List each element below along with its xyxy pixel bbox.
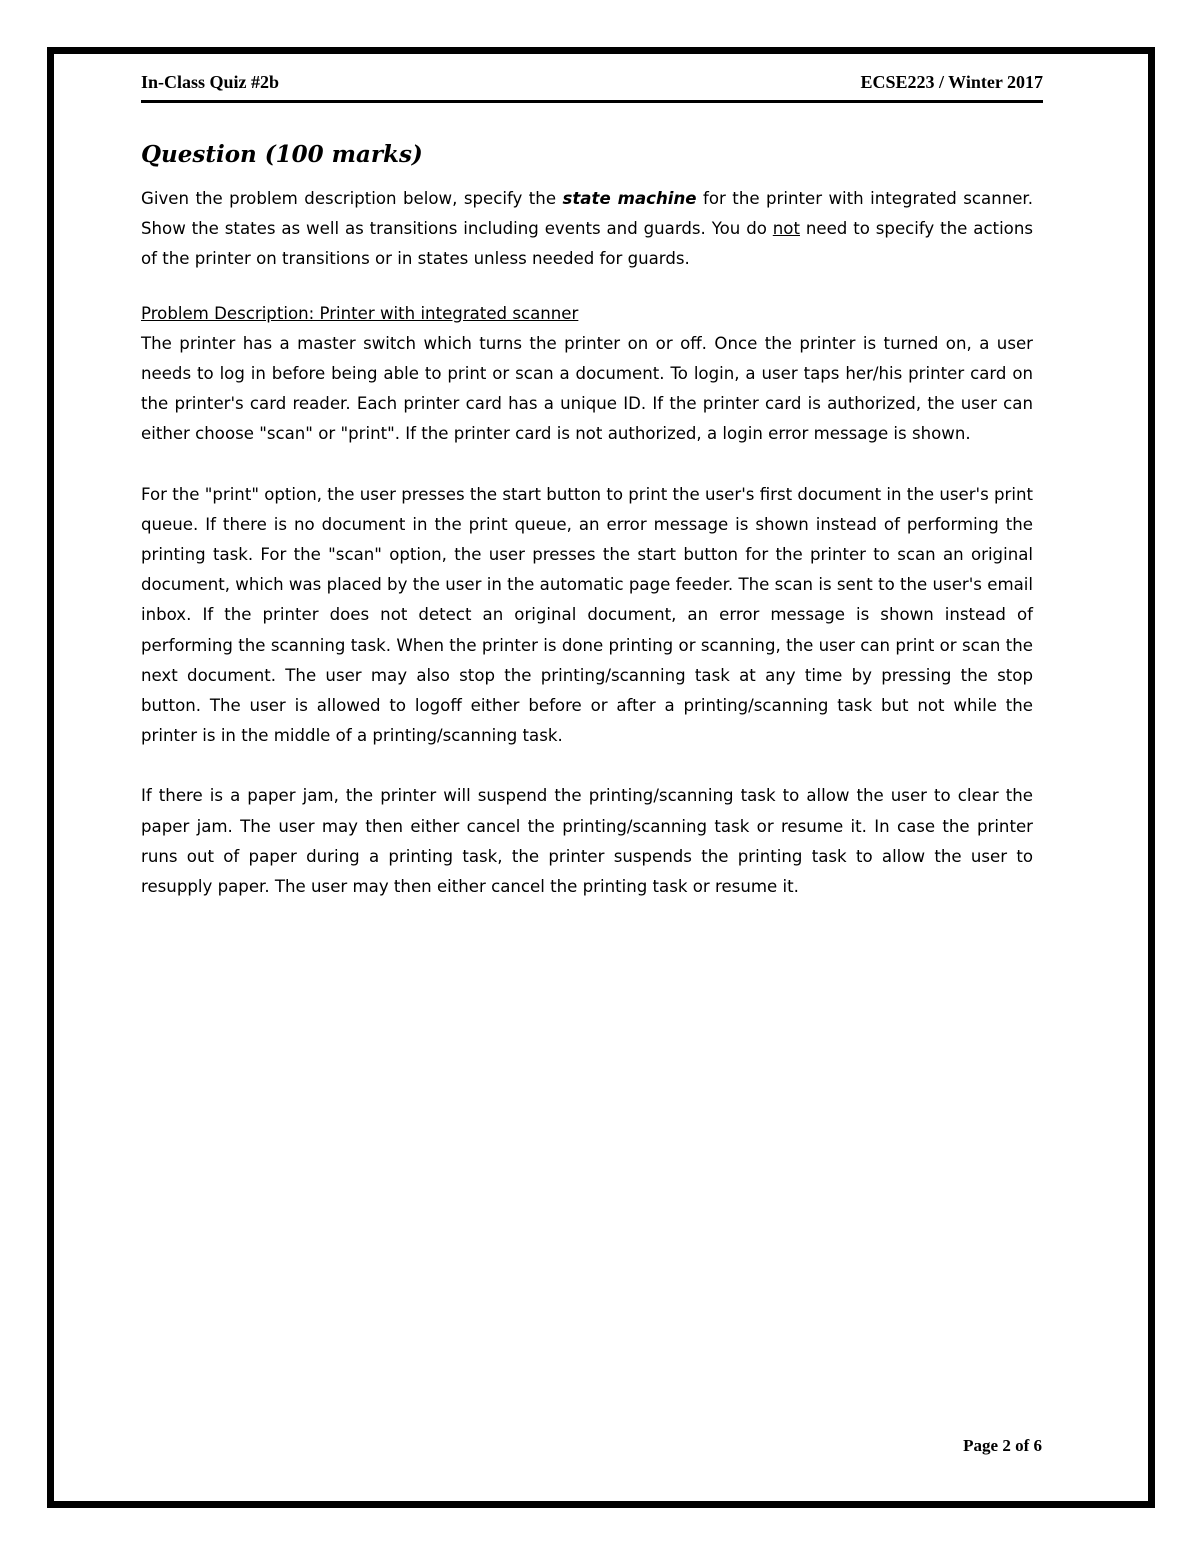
problem-paragraph: The printer has a master switch which turns the printer on or off. Once the printer is turned on, a user needs to log in before being able to print or scan a document. To login, a user taps her/his printer card on the printer's card reader. Each printer card has a unique ID. If the printer card is authorized, the user can either choose "scan" or "print". If the printer card is not authorized, a login error message is shown. [141, 333, 1033, 444]
spacer [141, 751, 1033, 781]
spacer [141, 275, 1033, 299]
question-body [141, 184, 1033, 902]
question-title: Question (100 marks) [141, 141, 423, 168]
question-intro [141, 184, 1033, 275]
intro-underlined: not [772, 219, 800, 239]
header-course-quiz: In-Class Quiz #2b [141, 72, 280, 92]
page-number: Page 2 of 6 [963, 1436, 1042, 1455]
problem-heading-text: Problem Description: Printer with integrated scanner [141, 303, 579, 323]
problem-heading [141, 299, 1033, 329]
problem-paragraph: If there is a paper jam, the printer will suspend the printing/scanning task to allow the user to clear the paper jam. The user may then either cancel the printing/scanning task or resume it. In case the printer runs out of paper during a printing task, the printer suspends the printing task to allow the user to resupply paper. The user may then either cancel the printing task or resume it. [141, 786, 1033, 897]
intro-text-3: need to specify the actions of the printer on transitions or in states unless needed for guards. [141, 219, 1033, 269]
intro-text-2: for the printer with integrated scanner. Show the states as well as transitions including events and guards. You do [141, 189, 1033, 239]
page-header [141, 72, 1043, 103]
intro-emphasis: state machine [562, 189, 697, 208]
intro-text-1: Given the problem description below, specify the [141, 189, 563, 208]
problem-paragraph: For the "print" option, the user presses the start button to print the user's first document in the user's print queue. If there is no document in the print queue, an error message is shown instead of performing the printing task. For the "scan" option, the user presses the start button for the printer to scan an original document, which was placed by the user in the automatic page feeder. The scan is sent to the user's email inbox. If the printer does not detect an original document, an error message is shown instead of performing the scanning task. When the printer is done printing or scanning, the user can print or scan the next document. The user may also stop the printing/scanning task at any time by pressing the stop button. The user is allowed to logoff either before or after a printing/scanning task but not while the printer is in the middle of a printing/scanning task. [141, 484, 1033, 746]
spacer [141, 450, 1033, 480]
header-course-term: ECSE223 / Winter 2017 [860, 72, 1043, 92]
